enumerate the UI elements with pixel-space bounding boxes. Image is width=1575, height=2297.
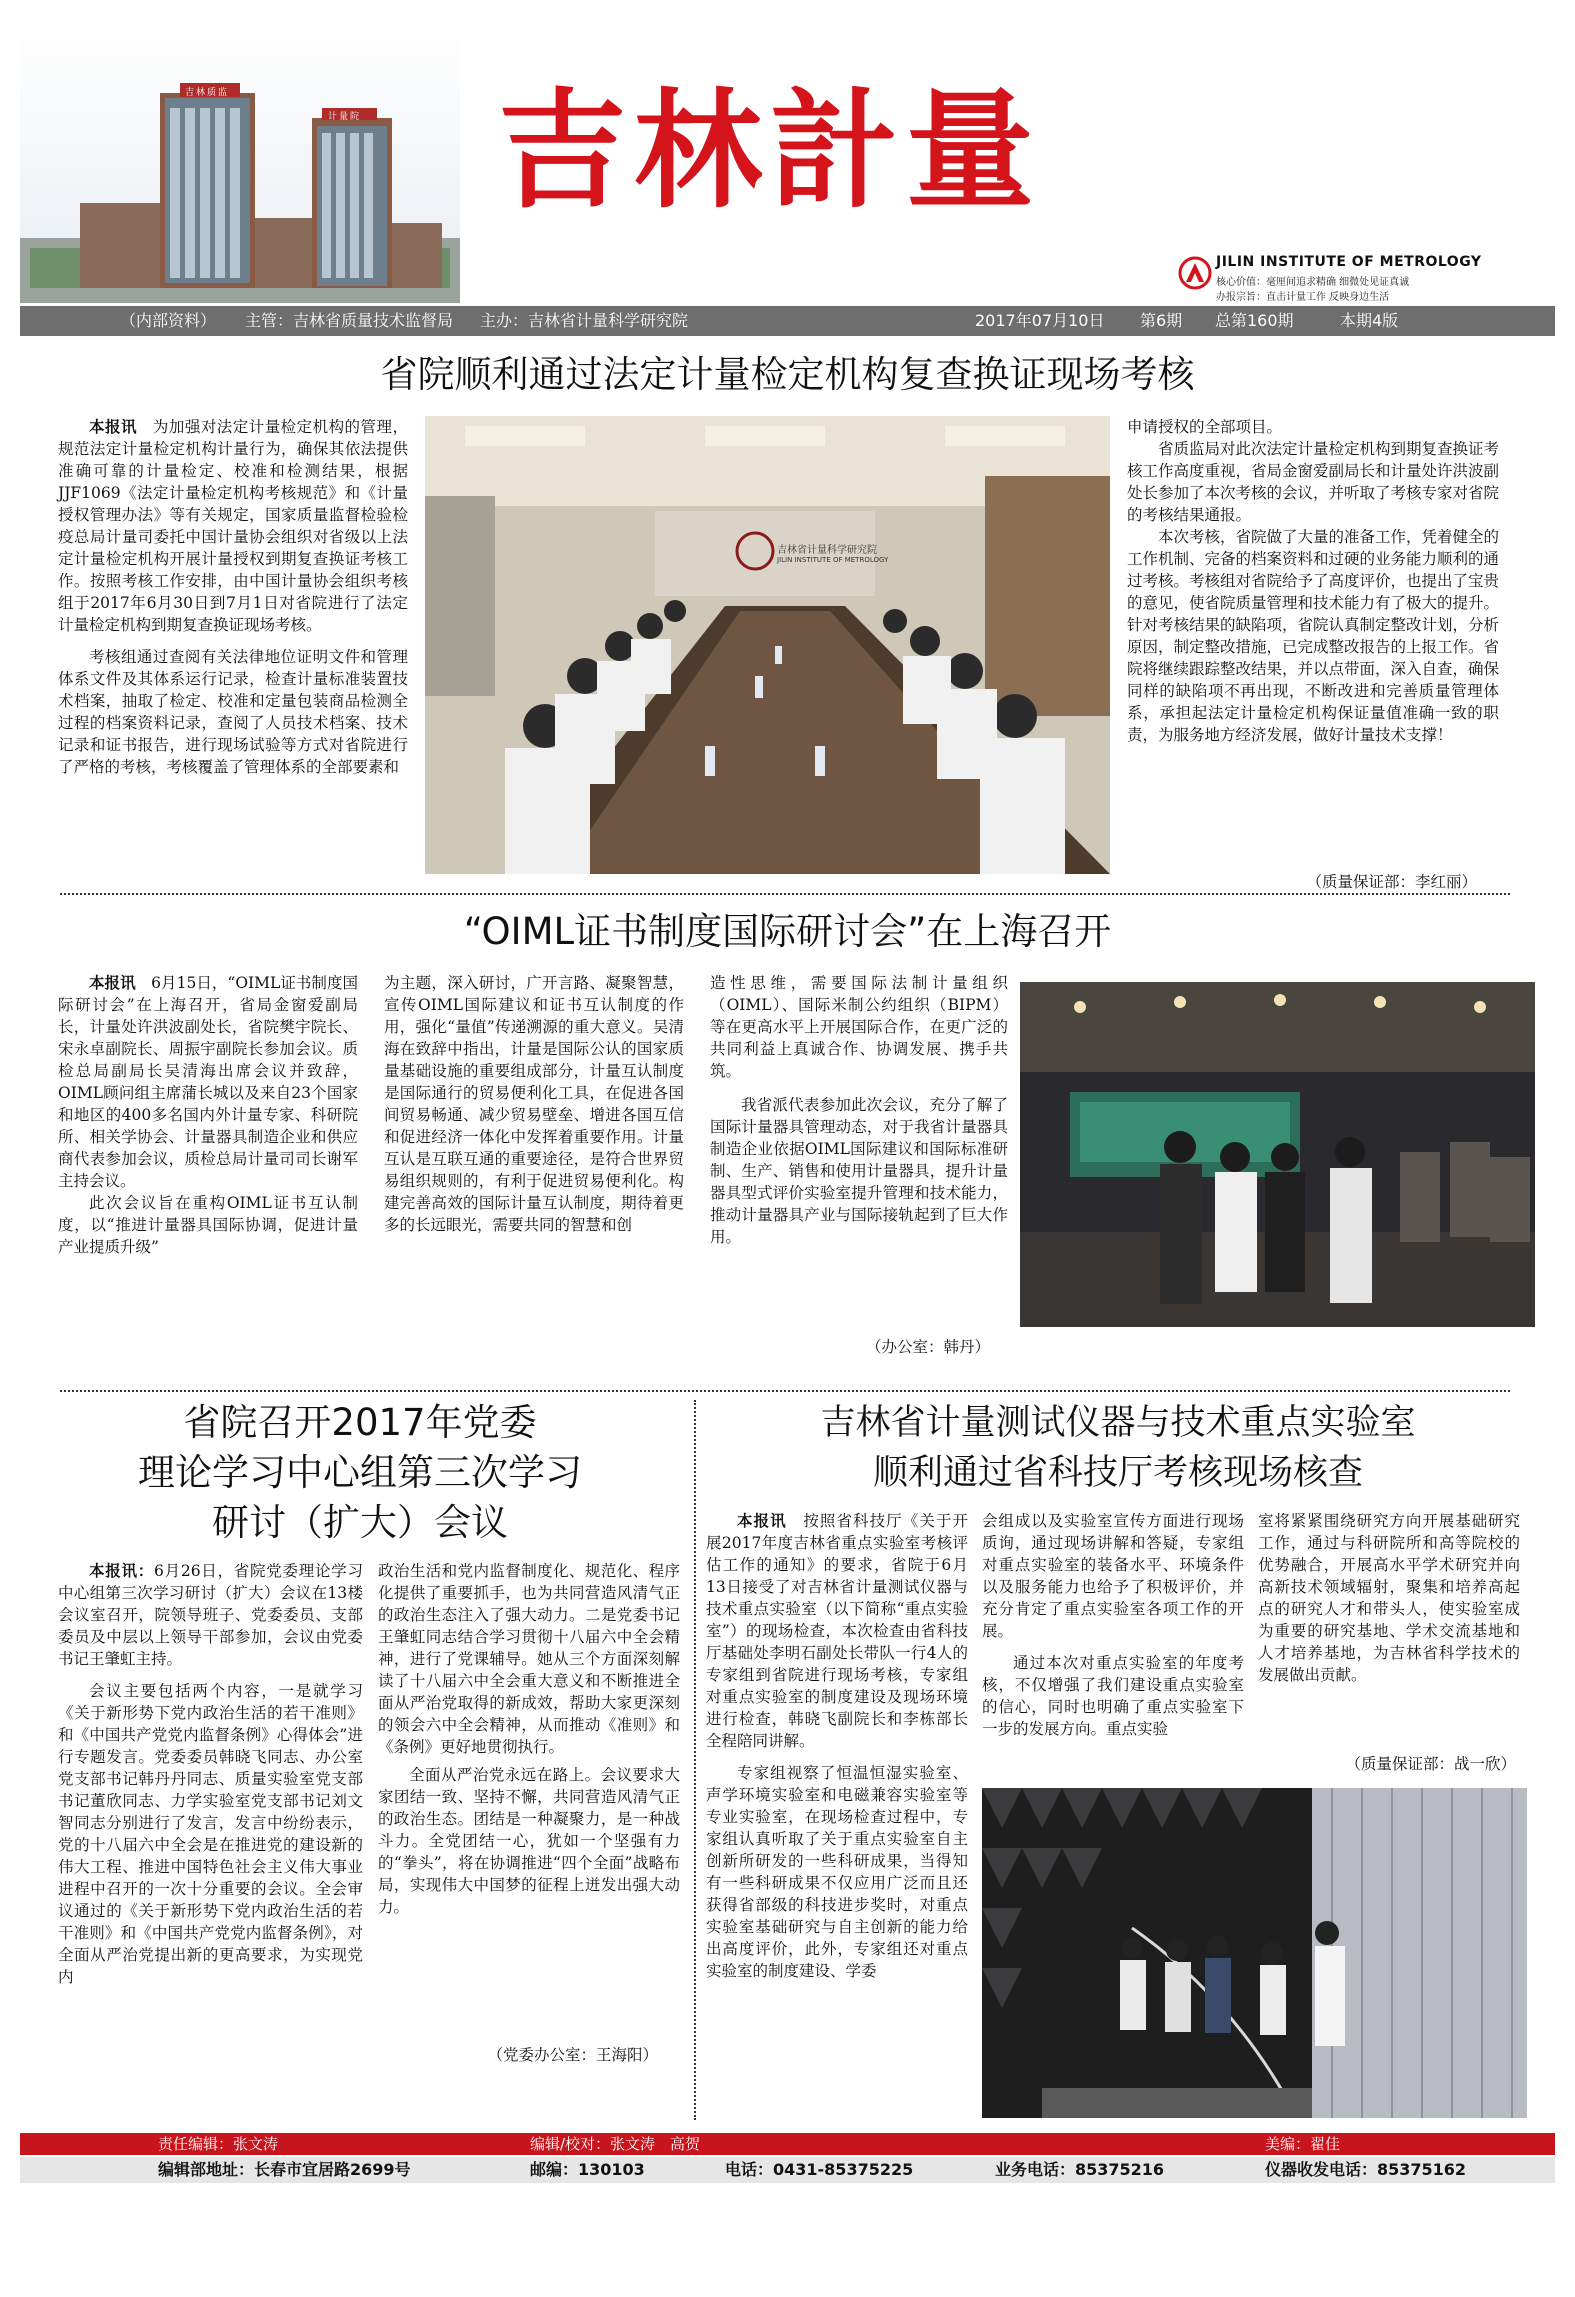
building-sign-1: 吉林质监 xyxy=(185,88,230,98)
article4-col1 xyxy=(706,1510,968,1982)
motto-line-1: 核心价值：毫厘间追求精确 细微处见证真诚 xyxy=(1216,277,1410,288)
article4-col3 xyxy=(1258,1510,1520,1686)
article3-col1 xyxy=(58,1560,363,1988)
article4-paragraph: 专家组视察了恒温恒湿实验室、声学环境实验室和电磁兼容实验室等专业实验室，在现场检查过程中，专家组认真听取了关于重点实验室自主创新所研发的一些科研成果，当得知有一些科研成果不仅应用广泛而且还获得省部级的科技进步奖时，对重点实验室基础研究与自主创新的能力给出高度评价，此外，专家组还对重点实验室的制度建设、学委 xyxy=(706,1764,968,1980)
article4-headline xyxy=(708,1398,1528,1498)
article1-lead: 本报讯 xyxy=(89,417,137,436)
article3-headline-line: 省院召开2017年党委 xyxy=(183,1401,537,1444)
footer-contact-bar xyxy=(20,2157,1555,2183)
article1-text: 为加强对法定计量检定机构的管理，规范法定计量检定机构计量行为，确保其依法提供准确可靠的计量检定、校准和检测结果，根据JJF1069《法定计量检定机构考核规范》和《计量授权管理办法》等有关规定，国家质量监督检验检疫总局计量司委托中国计量协会组织对省级以上法定计量检定机构开展计量授权到期复查换证考核工作。按照考核工作安排，由中国计量协会组织考核组于2017年6月30日到7月1日对省院进行了法定计量检定机构到期复查换证现场考核。 xyxy=(58,418,408,634)
article1-paragraph: 省质监局对此次法定计量检定机构到期复查换证考核工作高度重视，省局金窗爱副局长和计量处许洪波副处长参加了本次考核的会议，并听取了考核专家对省院的考核结果通报。 xyxy=(1127,440,1500,524)
article3-headline-line: 研讨（扩大）会议 xyxy=(212,1501,508,1544)
issue-number: 第6期 xyxy=(1140,311,1183,330)
anechoic-lab-image xyxy=(982,1788,1527,2118)
article2-paragraph: 造性思维，需要国际法制计量组织（OIML）、国际米制公约组织（BIPM）等在更高水平上开展国际合作，在更广泛的共同利益上真诚合作、协调发展、携手共筑。 xyxy=(710,974,1008,1080)
footer-art-editor: 美编：翟佳 xyxy=(1265,2135,1341,2153)
article1-paragraph xyxy=(58,416,408,636)
article3-paragraph: 全面从严治党永远在路上。会议要求大家团结一致、坚持不懈，共同营造风清气正的政治生态。团结是一种凝聚力，是一种战斗力。全党团结一心，犹如一个坚强有力的“拳头”，将在协调推进“四个全面”战略布局，实现伟大中国梦的征程上迸发出强大动力。 xyxy=(378,1766,680,1916)
conference-group-image xyxy=(1020,982,1535,1327)
article3-paragraph: 政治生活和党内监督制度化、规范化、程序化提供了重要抓手，也为共同营造风清气正的政治生态注入了强大动力。二是党委书记王肇虹同志结合学习贯彻十八届六中全会精神，进行了党课辅导。她从三个方面深刻解读了十八届六中全会重大意义和不断推进全面从严治党取得的新成效，帮助大家更深刻的领会六中全会精神，从而推动《准则》和《条例》更好地贯彻执行。 xyxy=(378,1562,680,1756)
article2-text: 6月15日，“OIML证书制度国际研讨会”在上海召开，省局金窗爱副局长，计量处许洪波副处长，省院樊宇院长、宋永卓副院长、周振宇副院长参加会议。质检总局副局长吴清海出席会议并致辞，OIML顾问组主席蒲长城以及来自23个国家和地区的400多名国内外计量专家、科研院所、相关学协会、计量器具制造企业和供应商代表参加会议，质检总局计量司司长谢军主持会议。 xyxy=(58,974,358,1190)
article2-lead: 本报讯 xyxy=(89,973,136,992)
masthead-title: 吉林計量 xyxy=(498,76,1043,226)
article2-photo xyxy=(1020,982,1535,1327)
article4-paragraph: 室将紧紧围绕研究方向开展基础研究工作，通过与科研院所和高等院校的优势融合，开展高水平学术研究并向高新技术领域辐射，聚集和培养高起点的研究人才和带头人，使实验室成为重要的研究基地、学术交流基地和人才培养基地，为吉林省科学技术的发展做出贡献。 xyxy=(1258,1512,1520,1684)
article3-paragraph: 会议主要包括两个内容，一是就学习《关于新形势下党内政治生活的若干准则》和《中国共产党党内监督条例》心得体会”进行专题发言。党委委员韩晓飞同志、办公室党支部书记韩丹丹同志、质量实验室党支部书记董欣同志、力学实验室党支部书记刘文智同志分别进行了发言，发言中纷纷表示，党的十八届六中全会是在推进党的建设新的伟大工程、推进中国特色社会主义伟大事业进程中召开的一次十分重要的会议。全会审议通过的《关于新形势下党内政治生活的若干准则》和《中国共产党党内监督条例》，对全面从严治党提出新的更高要求，为实现党内 xyxy=(58,1682,363,1986)
article1-right-text xyxy=(1127,416,1499,746)
article3-byline: （党委办公室：王海阳） xyxy=(487,2046,658,2064)
info-bar xyxy=(20,306,1555,336)
article1-left-text xyxy=(58,416,408,778)
section-divider xyxy=(60,1390,1510,1392)
article4-paragraph: 会组成以及实验室宣传方面进行现场质询，通过现场讲解和答疑，专家组对重点实验室的装备水平、环境条件以及服务能力也给予了积极评价，并充分肯定了重点实验室各项工作的开展。 xyxy=(982,1512,1244,1640)
article4-photo xyxy=(982,1788,1527,2118)
article4-paragraph: 通过本次对重点实验室的年度考核，不仅增强了我们建设重点实验室的信心，同时也明确了重点实验室下一步的发展方向。重点实验 xyxy=(982,1654,1244,1738)
page-count: 本期4版 xyxy=(1340,311,1399,330)
photo-sign-text-en: JILIN INSTITUTE OF METROLOGY xyxy=(777,556,889,564)
article1-paragraph: 考核组通过查阅有关法律地位证明文件和管理体系文件及其体系运行记录，检查计量标准装置技术档案，抽取了检定、校准和定量包装商品检测全过程的档案资料记录，查阅了人员技术档案、技术记录和证书报告，进行现场试验等方式对省院进行了严格的考核，考核覆盖了管理体系的全部要素和 xyxy=(58,648,408,776)
issue-date: 2017年07月10日 xyxy=(975,311,1105,330)
article4-lead: 本报讯 xyxy=(737,1511,787,1530)
article1-headline: 省院顺利通过法定计量检定机构复查换证现场考核 xyxy=(380,353,1195,396)
supervisor: 主管：吉林省质量技术监督局 xyxy=(245,311,454,330)
article3-paragraph xyxy=(58,1560,363,1670)
sponsor: 主办：吉林省计量科学研究院 xyxy=(480,311,689,330)
article3-col2 xyxy=(378,1560,680,1918)
column-divider xyxy=(694,1400,696,2120)
article3-lead: 本报讯： xyxy=(89,1561,154,1580)
article1-paragraph: 申请授权的全部项目。 xyxy=(1127,418,1283,436)
section-divider xyxy=(60,893,1510,895)
footer-proofreader: 编辑/校对：张文涛 高贺 xyxy=(530,2135,701,2153)
footer-postcode: 邮编：130103 xyxy=(530,2160,645,2179)
article2-paragraph: 为主题，深入研讨，广开言路、凝聚智慧，宣传OIML国际建议和证书互认制度的作用，强化“量值”传递溯源的重大意义。吴清海在致辞中指出，计量是国际公认的国家质量基础设施的重要组成部分，计量互认制度是国际通行的贸易便利化工具，在促进各国间贸易畅通、减少贸易壁垒、增进各国互信和促进经济一体化中发挥着重要作用。计量互认是互联互通的重要途径，是符合世界贸易组织规则的，有利于促进贸易便利化。构建完善高效的国际计量互认制度，期待着更多的长远眼光，需要共同的智慧和创 xyxy=(384,974,684,1234)
article2-paragraph xyxy=(58,972,358,1192)
building-sign-2: 计量院 xyxy=(328,112,362,122)
meeting-room-image xyxy=(425,416,1110,874)
article4-paragraph xyxy=(706,1510,968,1752)
article2-col2 xyxy=(384,972,684,1236)
article4-col2 xyxy=(982,1510,1244,1740)
masthead xyxy=(20,18,1555,303)
article2-byline: （办公室：韩丹） xyxy=(865,1338,990,1356)
footer-phone: 电话：0431-85375225 xyxy=(725,2160,914,2179)
institute-name-en: JILIN INSTITUTE OF METROLOGY xyxy=(1216,254,1482,270)
article1-paragraph: 本次考核，省院做了大量的准备工作，凭着健全的工作机制、完备的档案资料和过硬的业务能力顺利的通过考核。考核组对省院给予了高度评价，也提出了宝贵的意见，使省院质量管理和技术能力有了极大的提升。针对考核结果的缺陷项，省院认真制定整改计划，分析原因，制定整改措施，已完成整改报告的上报工作。省院将继续跟踪整改结果，并以点带面，深入自查，确保同样的缺陷项不再出现，不断改进和完善质量管理体系，承担起法定计量检定机构保证量值准确一致的职责，为服务地方经济发展，做好计量技术支撑！ xyxy=(1127,528,1500,744)
article4-byline: （质量保证部：战一欣） xyxy=(1345,1755,1516,1773)
footer-address: 编辑部地址：长春市宜居路2699号 xyxy=(158,2160,411,2179)
article3-headline xyxy=(40,1398,680,1548)
article2-paragraph: 我省派代表参加此次会议，充分了解了国际计量器具管理动态，对于我省计量器具制造企业依据OIML国际建议和国际标准研制、生产、销售和使用计量器具，提升计量器具型式评价实验室提升管理和技术能力，推动计量器具产业与国际接轨起到了巨大作用。 xyxy=(710,1096,1008,1246)
article4-text: 按照省科技厅《关于开展2017年度吉林省重点实验室考核评估工作的通知》的要求，省院于6月13日接受了对吉林省计量测试仪器与技术重点实验室（以下简称“重点实验室”）的现场检查，本次检查由省科技厅基础处李明石副处长带队一行4人的专家组到省院进行现场考核，专家组对重点实验室的制度建设及现场环境进行检查，韩晓飞副院长和李栋部长全程陪同讲解。 xyxy=(706,1512,968,1750)
footer-instrument-phone: 仪器收发电话：85375162 xyxy=(1265,2160,1467,2179)
article2-paragraph: 此次会议旨在重构OIML证书互认制度，以“推进计量器具国际协调，促进计量产业提质升级” xyxy=(58,1194,358,1256)
article2-headline: “OIML证书制度国际研讨会”在上海召开 xyxy=(463,910,1112,953)
article1-byline: （质量保证部：李红丽） xyxy=(1306,873,1477,891)
article2-col3 xyxy=(710,972,1008,1248)
article3-text: 6月26日，省院党委理论学习中心组第三次学习研讨（扩大）会议在13楼会议室召开，院领导班子、党委委员、支部委员及中层以上领导干部参加，会议由党委书记王肇虹主持。 xyxy=(58,1562,363,1668)
photo-sign-text: 吉林省计量科学研究院 xyxy=(777,545,877,556)
article1-photo xyxy=(425,416,1110,874)
footer-editor: 责任编辑：张文涛 xyxy=(158,2135,279,2153)
motto-line-2: 办报宗旨：直击计量工作 反映身边生活 xyxy=(1216,292,1390,303)
total-issue: 总第160期 xyxy=(1215,311,1294,330)
footer-business-phone: 业务电话：85375216 xyxy=(995,2160,1165,2179)
article3-headline-line: 理论学习中心组第三次学习 xyxy=(138,1451,582,1494)
internal-note: （内部资料） xyxy=(120,311,217,330)
institute-logo xyxy=(1178,256,1212,290)
footer-red-bar xyxy=(20,2133,1555,2155)
article4-headline-line: 顺利通过省科技厅考核现场核查 xyxy=(872,1453,1363,1493)
article4-headline-line: 吉林省计量测试仪器与技术重点实验室 xyxy=(820,1403,1416,1443)
article2-col1 xyxy=(58,972,358,1258)
building-photo xyxy=(20,18,460,303)
